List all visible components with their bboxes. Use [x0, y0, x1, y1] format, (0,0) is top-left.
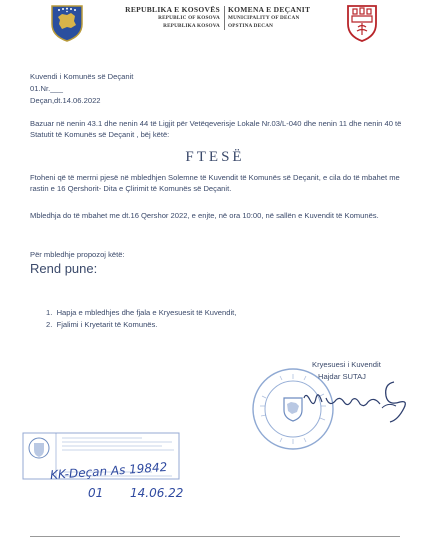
agenda-item-number: 2.	[46, 320, 57, 329]
signatory-name: Hajdar SUTAJ	[318, 372, 366, 381]
header-right-text	[228, 6, 338, 30]
agenda-item-text: Fjalimi i Kryetarit të Komunës.	[56, 320, 158, 329]
footer-divider	[30, 536, 400, 537]
header-opstina-decan: OPSTINA DECAN	[228, 23, 274, 29]
decan-municipality-emblem-icon	[346, 2, 378, 42]
header-republika-kosoves: REPUBLIKA E KOSOVËS	[125, 5, 220, 14]
document-title: FTESË	[185, 149, 245, 165]
received-stamp	[22, 432, 184, 506]
agenda-item-text: Hapja e mbledhjes dhe fjala e Kryesuesit të Kuvendit,	[56, 308, 237, 317]
place-date: Deçan,dt.14.06.2022	[30, 96, 101, 105]
header-left-text	[96, 6, 220, 30]
meeting-info-paragraph: Mbledhja do të mbahet me dt.16 Qershor 2022, e enjte, në ora 10:00, në sallën e Kuvendit të Komunës.	[30, 211, 379, 220]
received-stamp-text-line1: KK-Deçan As 19842	[49, 459, 168, 483]
reference-number: 01.Nr.___	[30, 84, 63, 93]
header-komena-decanit: KOMENA E DEÇANIT	[228, 5, 311, 14]
handwritten-signature	[300, 378, 418, 430]
sender-org: Kuvendi i Komunës së Deçanit	[30, 72, 134, 81]
header-republic-of-kosova: REPUBLIC OF KOSOVA	[158, 15, 220, 21]
received-stamp-number: 01	[88, 486, 104, 500]
header-municipality-of-decan: MUNICIPALITY OF DECAN	[228, 15, 300, 21]
invitation-paragraph: Ftoheni që të merrni pjesë në mbledhjen Solemne të Kuvendit të Komunës së Deçanit, e cila do të mbahet me rastin e 16 Qershorit- Dita e Çlirimit të Komunës së Deçanit.	[30, 173, 400, 193]
agenda-item	[46, 307, 236, 318]
header-divider	[224, 6, 225, 30]
agenda-title: Rend pune:	[30, 261, 98, 276]
propose-line: Për mbledhje propozoj këtë:	[30, 250, 125, 259]
legal-basis-paragraph: Bazuar në nenin 43.1 dhe nenin 44 të Ligjit për Vetëqeverisje Lokale Nr.03/L-040 dhe nenin 11 dhe nenin 40 të Statutit të Komunës së Deçanit , bëj këtë:	[30, 119, 402, 139]
agenda-item-number: 1.	[46, 308, 57, 317]
signatory-role: Kryesuesi i Kuvendit	[312, 360, 381, 369]
received-stamp-date: 14.06.22	[130, 486, 184, 500]
letterhead	[0, 0, 430, 48]
header-republika-kosova: REPUBLIKA KOSOVA	[163, 23, 220, 29]
kosovo-coat-of-arms-icon	[50, 4, 84, 42]
agenda-item	[46, 319, 157, 330]
